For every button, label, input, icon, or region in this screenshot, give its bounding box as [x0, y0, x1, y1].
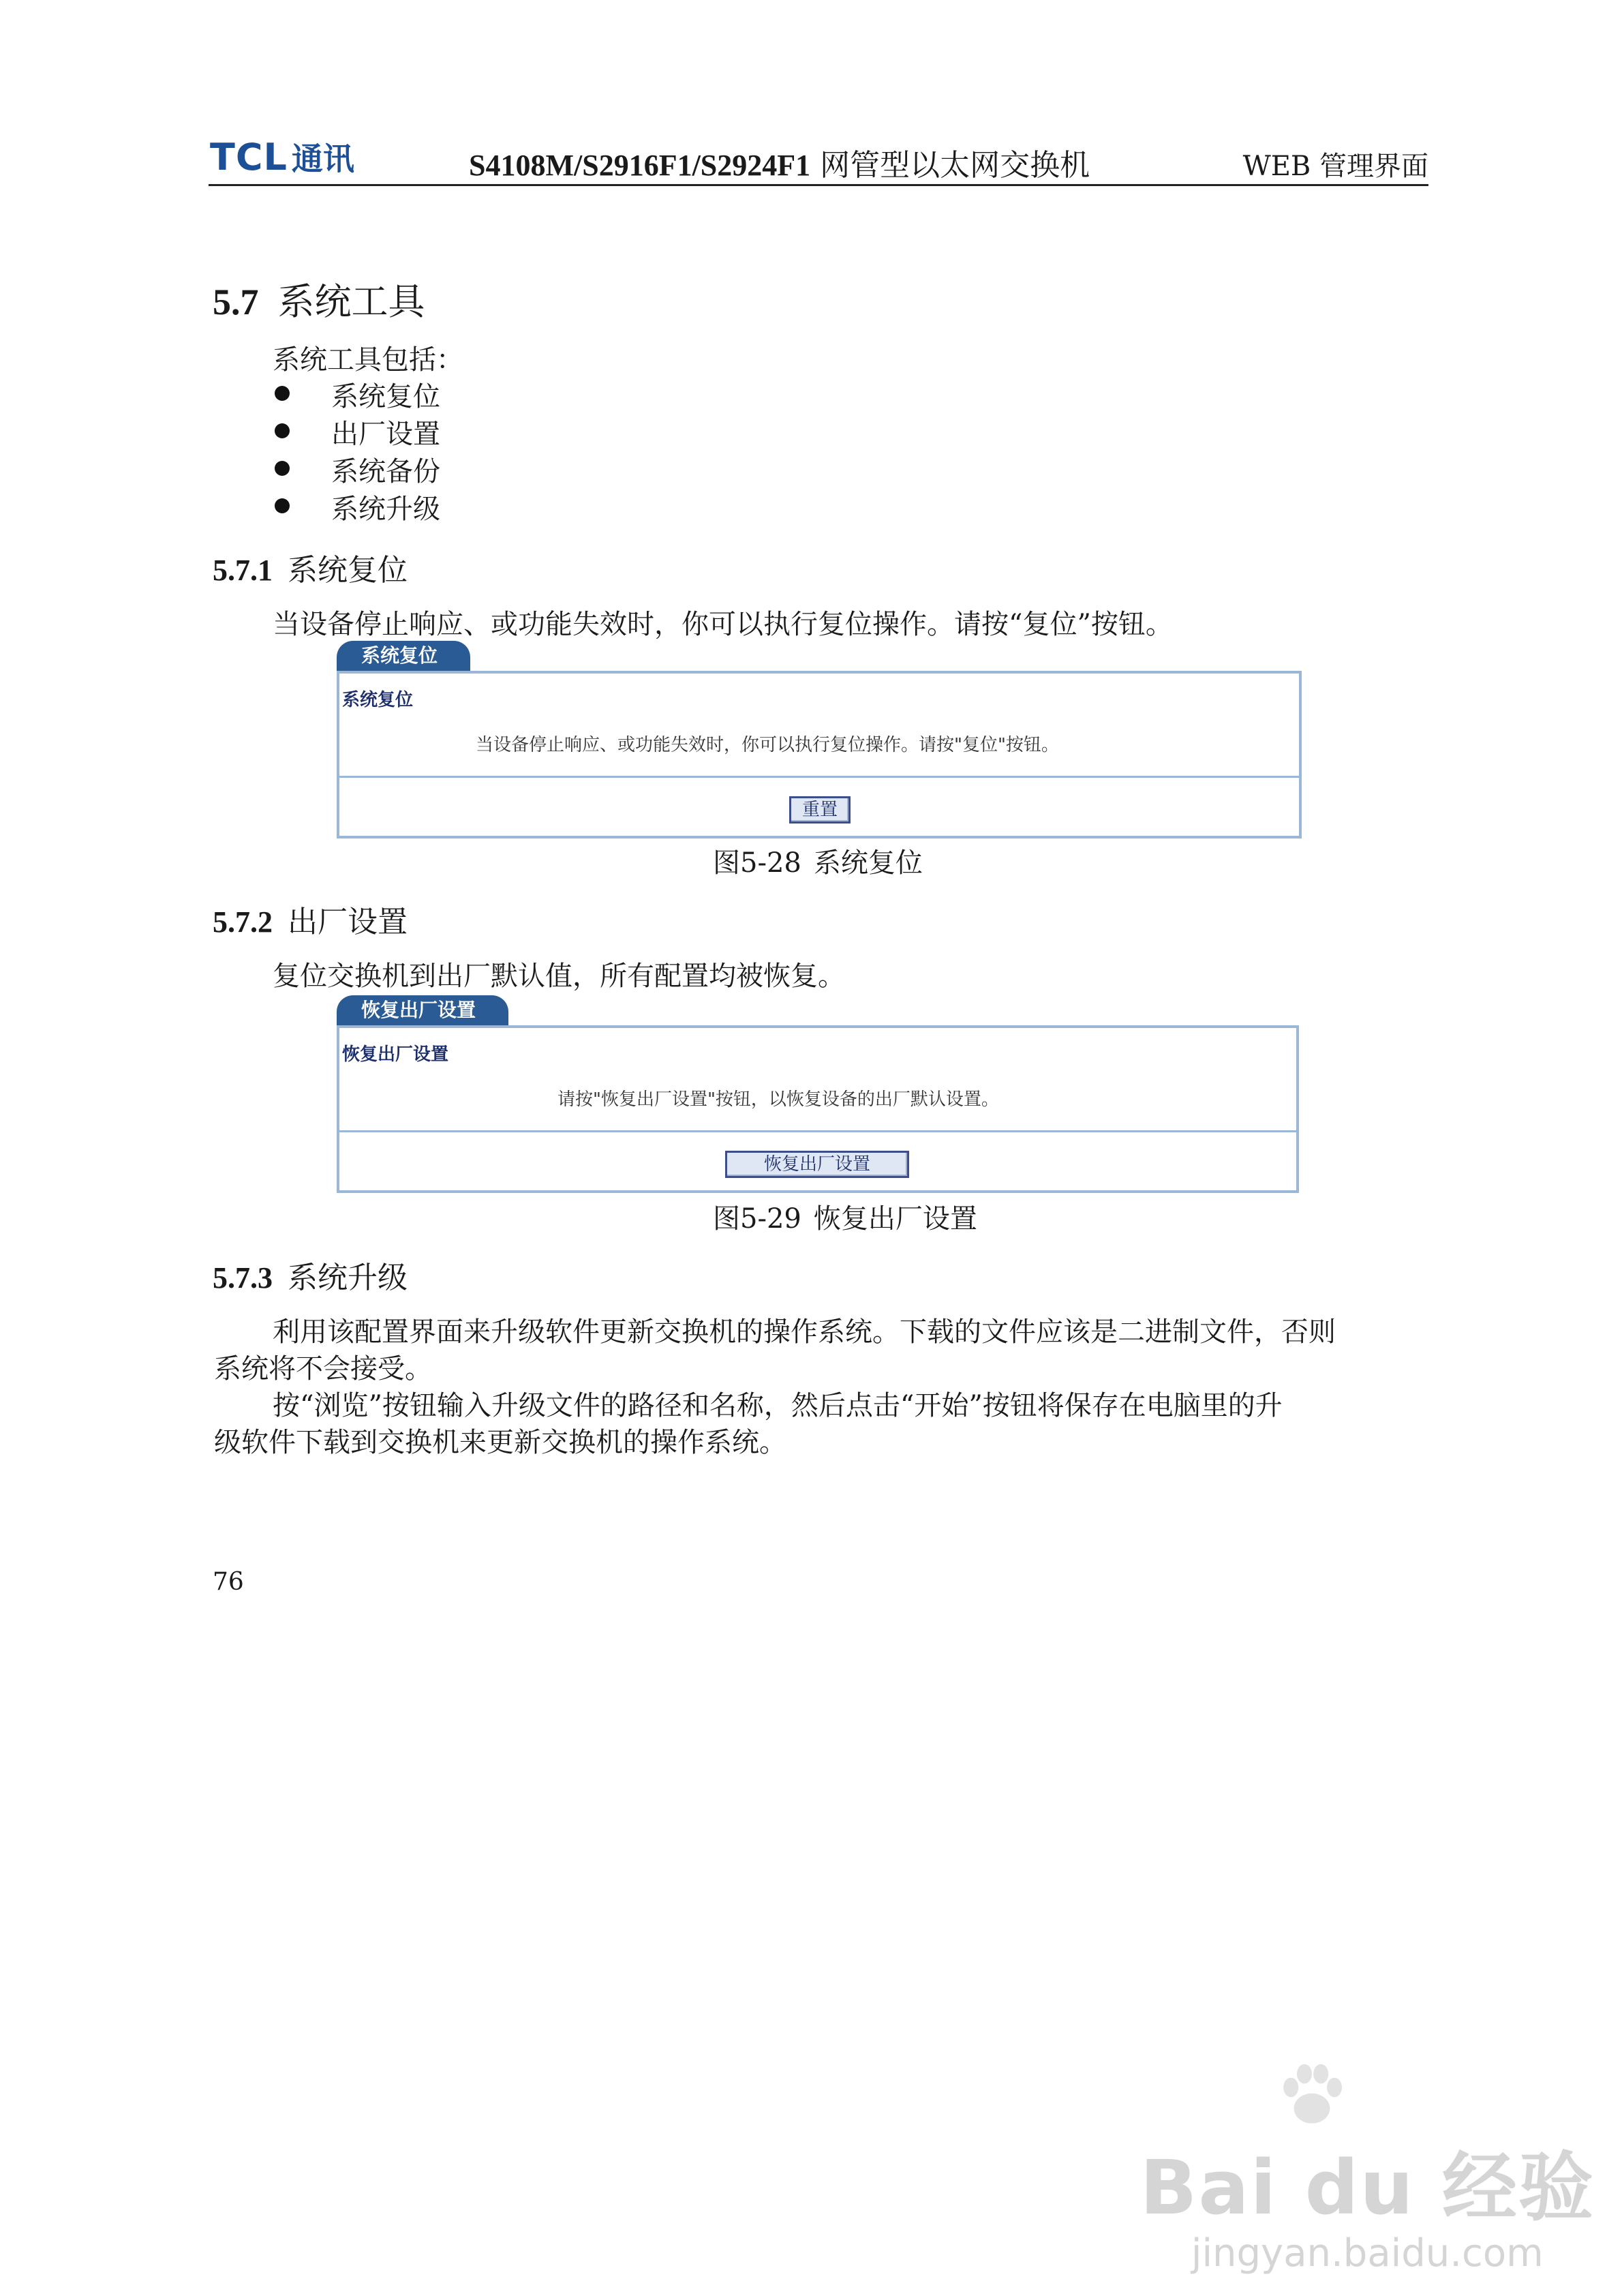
subsection-heading-upgrade [213, 1253, 408, 1297]
bullet-dot [275, 386, 290, 401]
paragraph-upgrade-line: 按“浏览”按钮输入升级文件的路径和名称，然后点击“开始”按钮将保存在电脑里的升 [273, 1390, 1283, 1421]
subsection-title: 出厂设置 [288, 905, 408, 939]
figure-factory-reset [337, 995, 1299, 1193]
panel-message: 当设备停止响应、或功能失效时，你可以执行复位操作。请按"复位"按钮。 [476, 735, 1059, 755]
watermark-brand: Bai du 经验 [1139, 2144, 1595, 2231]
bullet-dot [275, 461, 290, 476]
panel-frame-title: 系统复位 [342, 690, 414, 710]
subsection-title: 系统复位 [288, 553, 408, 588]
caption-number: 图5-28 [713, 847, 801, 879]
document-title-desc: 网管型以太网交换机 [810, 148, 1090, 183]
figure-caption [713, 841, 923, 880]
reset-button[interactable]: 重置 [789, 796, 851, 824]
logo-cjk: 通讯 [291, 140, 354, 177]
paragraph-upgrade-line: 系统将不会接受。 [214, 1353, 432, 1385]
bullet-dot [275, 423, 290, 438]
paragraph-reset: 当设备停止响应、或功能失效时，你可以执行复位操作。请按“复位”按钮。 [273, 609, 1173, 640]
subsection-heading-reset [213, 545, 408, 589]
subsection-heading-factory [213, 897, 408, 941]
panel-tab: 系统复位 [337, 641, 470, 671]
page-number: 76 [213, 1568, 244, 1596]
watermark-url: jingyan.baidu.com [1191, 2231, 1544, 2276]
subsection-title: 系统升级 [288, 1260, 408, 1295]
section-number: 5.7 [213, 282, 259, 322]
section-heading [213, 273, 425, 325]
section-intro: 系统工具包括： [273, 344, 463, 376]
section-title: 系统工具 [277, 280, 425, 323]
panel-frame [337, 671, 1302, 839]
restore-factory-button[interactable]: 恢复出厂设置 [725, 1151, 909, 1178]
paragraph-factory: 复位交换机到出厂默认值，所有配置均被恢复。 [273, 961, 845, 992]
caption-text: 恢复出厂设置 [813, 1203, 977, 1235]
tcl-logo [210, 136, 354, 177]
caption-text: 系统复位 [813, 847, 923, 879]
header-section-label: WEB 管理界面 [1242, 151, 1428, 182]
paragraph-upgrade-line: 级软件下载到交换机来更新交换机的操作系统。 [214, 1427, 786, 1458]
figure-system-reset [337, 641, 1302, 839]
document-title [469, 140, 1090, 184]
bullet-item: 系统备份 [331, 456, 440, 487]
subsection-number: 5.7.1 [213, 554, 273, 587]
bullet-item: 系统复位 [331, 381, 440, 412]
logo-latin: TCL [210, 135, 288, 179]
paw-icon [1274, 2057, 1349, 2132]
bullet-item: 出厂设置 [331, 419, 440, 450]
subsection-number: 5.7.2 [213, 905, 273, 939]
panel-divider [339, 1130, 1296, 1132]
subsection-number: 5.7.3 [213, 1261, 273, 1295]
panel-tab: 恢复出厂设置 [337, 995, 508, 1025]
paragraph-upgrade-line: 利用该配置界面来升级软件更新交换机的操作系统。下载的文件应该是二进制文件，否则 [273, 1316, 1336, 1348]
panel-frame [337, 1025, 1299, 1193]
figure-caption [713, 1197, 977, 1236]
bullet-item: 系统升级 [331, 494, 440, 525]
panel-message: 请按"恢复出厂设置"按钮，以恢复设备的出厂默认设置。 [557, 1089, 999, 1110]
panel-frame-title: 恢复出厂设置 [342, 1044, 449, 1065]
baidu-watermark [1140, 2128, 1595, 2276]
panel-divider [339, 776, 1299, 778]
document-title-model: S4108M/S2916F1/S2924F1 [469, 149, 811, 182]
header-rule [209, 184, 1428, 186]
caption-number: 图5-29 [713, 1203, 801, 1235]
bullet-dot [275, 498, 290, 513]
